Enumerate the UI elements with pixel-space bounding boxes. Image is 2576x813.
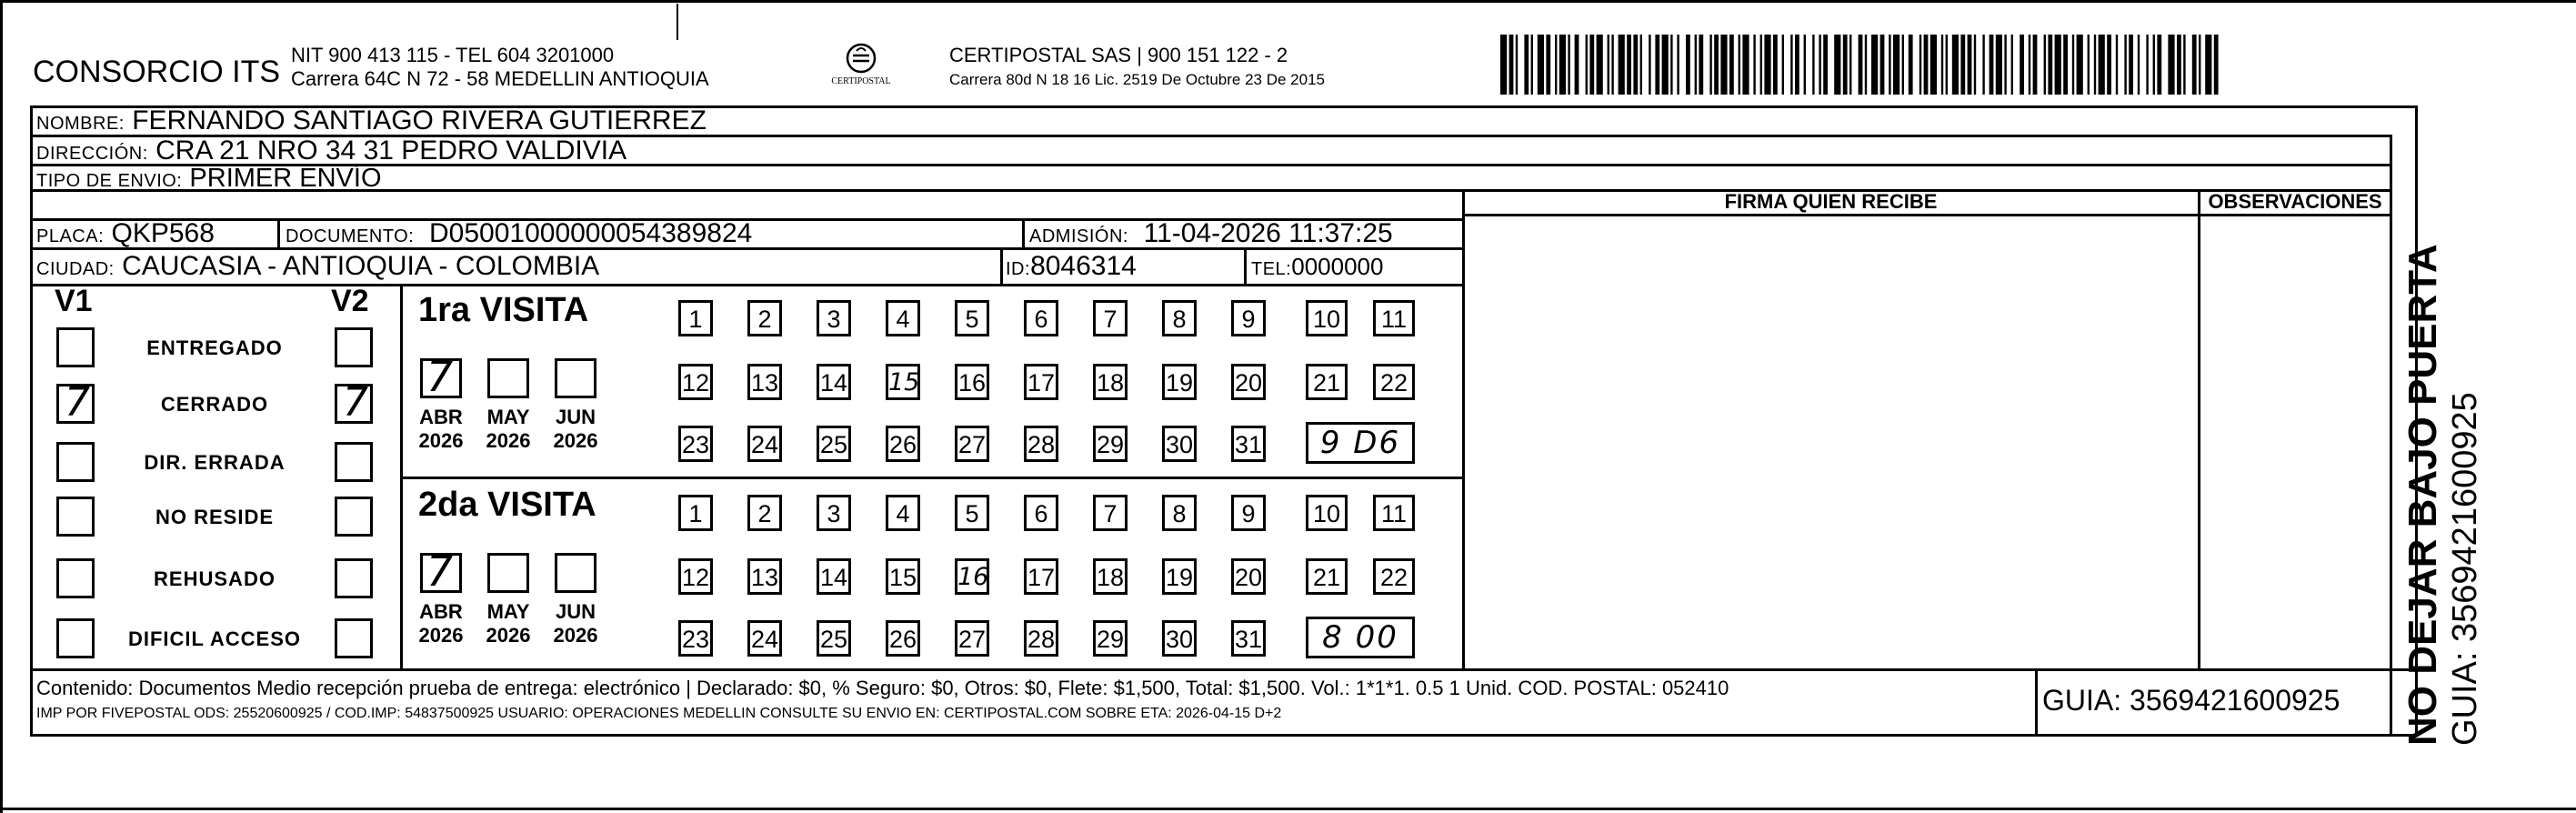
certipostal-logo	[829, 40, 893, 95]
v1-checkbox[interactable]	[56, 327, 95, 367]
barcode-bar	[2192, 35, 2197, 95]
handwritten-time: 8 00	[1306, 617, 1415, 658]
month-label: ABR	[419, 406, 463, 428]
status-label: CERRADO	[160, 393, 269, 416]
day-box[interactable]: 6	[1024, 495, 1058, 531]
status-label: ENTREGADO	[146, 336, 283, 359]
v2-checkbox[interactable]	[335, 618, 373, 658]
day-box[interactable]: 27	[955, 426, 989, 462]
barcode-bar	[1909, 35, 1913, 95]
day-box[interactable]: 20	[1231, 364, 1266, 400]
right-column-border	[2390, 135, 2392, 737]
day-box[interactable]: 4	[886, 495, 920, 531]
barcode-bar	[2199, 35, 2200, 95]
day-box[interactable]: 19	[1162, 364, 1197, 400]
placa-value: QKP568	[111, 218, 215, 248]
admision-value: 11-04-2026 11:37:25	[1143, 218, 1393, 248]
status-label: DIFICIL ACCESO	[127, 627, 301, 650]
year-label: 2026	[553, 429, 598, 452]
barcode-bar	[1804, 35, 1806, 95]
barcode-bar	[1919, 35, 1921, 95]
day-box[interactable]: 17	[1024, 558, 1058, 595]
day-box[interactable]: 20	[1231, 558, 1266, 595]
visit-title: 2da VISITA	[418, 486, 596, 524]
barcode-bar	[1677, 35, 1679, 95]
month-checkbox[interactable]	[555, 358, 596, 398]
day-box[interactable]: 27	[955, 620, 989, 657]
v1-checkbox[interactable]	[56, 442, 95, 482]
barcode-bar	[1865, 35, 1867, 95]
barcode-bar	[2088, 35, 2090, 95]
status-label: REHUSADO	[154, 567, 276, 590]
row-divider	[30, 284, 1462, 286]
id-value: 8046314	[1030, 251, 1137, 281]
day-box[interactable]: 26	[886, 620, 920, 657]
barcode-bar	[1843, 35, 1848, 95]
barcode-bar	[1764, 35, 1770, 95]
day-box[interactable]: 3	[817, 300, 851, 336]
footer-print-line: IMP POR FIVEPOSTAL ODS: 25520600925 / COD.IMP: 54837500925 USUARIO: OPERACIONES MEDELLIN CONSULTE SU ENVIO EN: CERTIPOSTAL.COM SOBRE ETA: 2026-04-15 D+2	[36, 706, 1282, 721]
month-label: JUN	[555, 406, 596, 428]
day-box[interactable]: 8	[1162, 495, 1197, 531]
placa-label: PLACA:	[36, 226, 105, 246]
month-label: MAY	[486, 600, 530, 623]
month-checkbox[interactable]	[420, 352, 462, 401]
day-box[interactable]: 22	[1373, 364, 1415, 400]
day-box[interactable]: 28	[1024, 620, 1058, 657]
day-box[interactable]: 21	[1306, 558, 1348, 595]
day-box[interactable]: 24	[747, 426, 782, 462]
day-box[interactable]: 14	[817, 558, 851, 595]
placa-cell	[36, 218, 215, 249]
day-box[interactable]: 19	[1162, 558, 1197, 595]
ciudad-cell	[36, 251, 599, 282]
visit-divider	[400, 477, 1462, 479]
page-left-border	[0, 0, 3, 813]
status-label: DIR. ERRADA	[144, 451, 286, 474]
day-box[interactable]: 11	[1373, 495, 1415, 531]
barcode-bar	[1611, 35, 1613, 95]
barcode-bar	[2020, 35, 2024, 95]
day-box[interactable]: 3	[817, 495, 851, 531]
day-box[interactable]: 2	[747, 300, 782, 336]
barcode-bar	[1924, 35, 1929, 95]
barcode-bar	[1812, 35, 1814, 95]
barcode	[1500, 35, 2219, 95]
direccion-value: CRA 21 NRO 34 31 PEDRO VALDIVIA	[155, 136, 627, 166]
barcode-bar	[1946, 35, 1948, 95]
day-box[interactable]: 15	[886, 364, 920, 400]
barcode-bar	[1670, 35, 1672, 95]
year-label: 2026	[418, 429, 464, 452]
nombre-label: NOMBRE:	[36, 114, 125, 134]
barcode-bar	[2004, 35, 2006, 95]
day-box[interactable]: 31	[1231, 426, 1266, 462]
barcode-bar	[1714, 35, 1719, 95]
nit-line: NIT 900 413 115 - TEL 604 3201000	[291, 44, 615, 66]
barcode-bar	[1619, 35, 1625, 95]
placa-divider	[277, 218, 280, 247]
year-label: 2026	[486, 429, 531, 452]
footer-content-line: Contenido: Documentos Medio recepción prueba de entrega: electrónico | Declarado: $0, % Seguro: $0, Otros: $0, Flete: $1,500, Total: $1,500. Vol.: 1*1*1. 0.5 1 Unid. COD. POSTAL: 052410	[36, 677, 1729, 699]
barcode-bar	[2205, 35, 2211, 95]
day-box[interactable]: 4	[886, 300, 920, 336]
month-checkbox[interactable]	[487, 553, 529, 593]
handwritten-check: 7	[65, 379, 90, 426]
month-year	[409, 600, 473, 647]
documento-cell	[286, 218, 752, 249]
barcode-bar	[2099, 35, 2105, 95]
id-cell	[1006, 251, 1137, 282]
day-box[interactable]: 28	[1024, 426, 1058, 462]
barcode-bar	[2157, 35, 2161, 95]
visit-title: 1ra VISITA	[418, 291, 589, 329]
month-year	[544, 600, 607, 647]
admision-divider	[1022, 218, 1025, 247]
day-box[interactable]: 23	[678, 426, 713, 462]
day-box[interactable]: 2	[747, 495, 782, 531]
day-box[interactable]: 14	[817, 364, 851, 400]
barcode-bar	[2168, 35, 2174, 95]
admision-label: ADMISIÓN:	[1029, 226, 1128, 246]
barcode-bar	[1546, 35, 1550, 95]
barcode-bar	[2153, 35, 2155, 95]
side-warning: NO DEJAR BAJO PUERTA	[2401, 244, 2445, 746]
documento-label: DOCUMENTO:	[286, 226, 415, 246]
barcode-bar	[1655, 35, 1659, 95]
crop-mark	[677, 4, 678, 40]
firma-header: FIRMA QUIEN RECIBE	[1724, 190, 1938, 213]
day-box[interactable]: 9	[1231, 495, 1266, 531]
day-box[interactable]: 21	[1306, 364, 1348, 400]
v1-checkbox[interactable]	[56, 558, 95, 598]
tipo-label: TIPO DE ENVIO:	[36, 171, 183, 191]
barcode-bar	[1589, 35, 1594, 95]
barcode-bar	[1699, 35, 1703, 95]
tel-cell	[1251, 253, 1383, 281]
day-box[interactable]: 7	[1093, 300, 1128, 336]
barcode-bar	[2011, 35, 2013, 95]
barcode-bar	[1516, 35, 1518, 95]
day-box[interactable]: 15	[886, 558, 920, 595]
v2-checkbox[interactable]	[335, 442, 373, 482]
barcode-bar	[1889, 35, 1890, 95]
barcode-bar	[1686, 35, 1690, 95]
barcode-bar	[1819, 35, 1820, 95]
day-box[interactable]: 24	[747, 620, 782, 657]
day-box[interactable]: 29	[1093, 620, 1128, 657]
barcode-bar	[1720, 35, 1727, 95]
day-box[interactable]: 30	[1162, 620, 1197, 657]
month-label: JUN	[555, 600, 596, 623]
day-box[interactable]: 12	[678, 558, 713, 595]
barcode-bar	[1633, 35, 1638, 95]
barcode-bar	[1575, 35, 1579, 95]
ciudad-value: CAUCASIA - ANTIOQUIA - COLOMBIA	[122, 251, 600, 281]
day-box[interactable]: 18	[1093, 558, 1128, 595]
day-box[interactable]: 13	[747, 364, 782, 400]
barcode-bar	[1996, 35, 2002, 95]
barcode-bar	[1902, 35, 1904, 95]
barcode-bar	[1974, 35, 1976, 95]
barcode-bar	[1742, 35, 1749, 95]
barcode-bar	[1559, 35, 1566, 95]
day-box[interactable]: 18	[1093, 364, 1128, 400]
barcode-bar	[2124, 35, 2126, 95]
observaciones-header: OBSERVACIONES	[2208, 190, 2382, 213]
barcode-bar	[2129, 35, 2133, 95]
barcode-bar	[1782, 35, 1784, 95]
day-box[interactable]: 11	[1373, 300, 1415, 336]
footer-guia: GUIA: 3569421600925	[2042, 684, 2340, 717]
barcode-bar	[1709, 35, 1711, 95]
page-top-border	[0, 0, 2576, 3]
barcode-bar	[1509, 35, 1514, 95]
documento-value: D05001000000054389824	[428, 218, 753, 248]
handwritten-time: 9 D6	[1306, 422, 1415, 464]
barcode-bar	[1795, 35, 1799, 95]
day-box[interactable]: 16	[955, 364, 989, 400]
year-label: 2026	[553, 624, 598, 647]
barcode-bar	[2048, 35, 2052, 95]
barcode-bar	[1640, 35, 1642, 95]
nombre-row	[36, 105, 707, 136]
month-checkbox[interactable]	[555, 553, 596, 593]
handwritten-check: 7	[343, 379, 368, 426]
barcode-bar	[1893, 35, 1899, 95]
barcode-bar	[1968, 35, 1972, 95]
barcode-bar	[1941, 35, 1943, 95]
status-label: NO RESIDE	[155, 506, 275, 528]
barcode-bar	[1500, 35, 1507, 95]
barcode-bar	[2116, 35, 2118, 95]
tel-divider	[1244, 247, 1247, 284]
v1-checkbox[interactable]	[56, 379, 95, 426]
day-box[interactable]: 1	[678, 495, 713, 531]
day-box[interactable]: 1	[678, 300, 713, 336]
tipo-row	[36, 164, 382, 194]
barcode-bar	[1608, 35, 1609, 95]
barcode-bar	[1729, 35, 1734, 95]
day-box[interactable]: 16	[955, 558, 989, 595]
v1-checkbox[interactable]	[56, 497, 95, 537]
barcode-bar	[2094, 35, 2096, 95]
v2-header: V2	[331, 284, 369, 318]
month-year	[544, 406, 607, 453]
barcode-bar	[1760, 35, 1762, 95]
barcode-bar	[2044, 35, 2046, 95]
barcode-bar	[1790, 35, 1792, 95]
barcode-bar	[2107, 35, 2111, 95]
month-label: MAY	[486, 406, 530, 428]
footer-divider	[30, 668, 2418, 671]
logo-caption: CERTIPOSTAL	[831, 76, 891, 86]
day-box[interactable]: 10	[1306, 300, 1348, 336]
barcode-bar	[1568, 35, 1569, 95]
day-box[interactable]: 31	[1231, 620, 1266, 657]
direccion-label: DIRECCIÓN:	[36, 144, 148, 164]
barcode-bar	[1823, 35, 1828, 95]
day-box[interactable]: 6	[1024, 300, 1058, 336]
certipostal-line: CERTIPOSTAL SAS | 900 151 122 - 2	[949, 44, 1288, 66]
v1-checkbox[interactable]	[56, 618, 95, 658]
barcode-bar	[2138, 35, 2140, 95]
barcode-bar	[1990, 35, 1994, 95]
day-box[interactable]: 10	[1306, 495, 1348, 531]
page-bottom-border	[0, 808, 2576, 810]
barcode-bar	[1739, 35, 1740, 95]
day-box[interactable]: 7	[1093, 495, 1128, 531]
month-year	[476, 600, 540, 647]
v2-checkbox[interactable]	[335, 327, 373, 367]
day-box[interactable]: 26	[886, 426, 920, 462]
barcode-bar	[1952, 35, 1959, 95]
barcode-bar	[1871, 35, 1878, 95]
day-box[interactable]: 9	[1231, 300, 1266, 336]
year-label: 2026	[418, 624, 464, 647]
tel-value: 0000000	[1291, 253, 1384, 280]
barcode-bar	[2029, 35, 2030, 95]
firma-column-border	[1462, 189, 1465, 668]
nombre-value: FERNANDO SANTIAGO RIVERA GUTIERREZ	[132, 105, 707, 136]
ciudad-label: CIUDAD:	[36, 259, 115, 279]
day-box[interactable]: 23	[678, 620, 713, 657]
id-divider	[1000, 247, 1003, 284]
barcode-bar	[1849, 35, 1851, 95]
barcode-bar	[1880, 35, 1885, 95]
certipostal-address: Carrera 80d N 18 16 Lic. 2519 De Octubre 23 De 2015	[949, 71, 1325, 88]
barcode-bar	[1586, 35, 1588, 95]
barcode-bar	[2077, 35, 2083, 95]
v2-checkbox[interactable]	[335, 497, 373, 537]
day-box[interactable]: 29	[1093, 426, 1128, 462]
v2-checkbox[interactable]	[335, 379, 373, 426]
day-box[interactable]: 5	[955, 495, 989, 531]
tel-label: TEL:	[1251, 259, 1292, 279]
barcode-bar	[1695, 35, 1697, 95]
day-box[interactable]: 13	[747, 558, 782, 595]
day-box[interactable]: 25	[817, 426, 851, 462]
brand-name: CONSORCIO ITS	[33, 55, 281, 89]
day-box[interactable]: 25	[817, 620, 851, 657]
barcode-bar	[1597, 35, 1603, 95]
side-guia: GUIA: 3569421600925	[2446, 392, 2484, 746]
day-box[interactable]: 17	[1024, 364, 1058, 400]
day-box[interactable]: 5	[955, 300, 989, 336]
barcode-bar	[1531, 35, 1533, 95]
barcode-bar	[2183, 35, 2185, 95]
barcode-bar	[1960, 35, 1965, 95]
barcode-bar	[2146, 35, 2148, 95]
barcode-bar	[1524, 35, 1529, 95]
barcode-bar	[2177, 35, 2181, 95]
barcode-bar	[1982, 35, 1984, 95]
month-checkbox[interactable]	[420, 547, 462, 596]
day-box[interactable]: 8	[1162, 300, 1197, 336]
direccion-row	[36, 136, 626, 166]
barcode-bar	[1538, 35, 1544, 95]
barcode-bar	[2214, 35, 2219, 95]
barcode-bar	[2063, 35, 2068, 95]
barcode-bar	[1834, 35, 1840, 95]
footer-guia-divider	[2035, 668, 2038, 737]
month-checkbox[interactable]	[487, 358, 529, 398]
day-box[interactable]: 12	[678, 364, 713, 400]
admision-cell	[1029, 218, 1393, 249]
v2-checkbox[interactable]	[335, 558, 373, 598]
month-label: ABR	[419, 600, 463, 623]
day-box[interactable]: 22	[1373, 558, 1415, 595]
barcode-bar	[2033, 35, 2038, 95]
barcode-bar	[1930, 35, 1937, 95]
barcode-bar	[1662, 35, 1669, 95]
barcode-bar	[1649, 35, 1650, 95]
observaciones-column-border	[2198, 189, 2200, 668]
barcode-bar	[2072, 35, 2074, 95]
month-year	[476, 406, 540, 453]
id-label: ID:	[1006, 259, 1031, 279]
day-box[interactable]: 30	[1162, 426, 1197, 462]
barcode-bar	[1627, 35, 1631, 95]
barcode-bar	[1773, 35, 1778, 95]
handwritten-check: 7	[426, 352, 454, 401]
company-address: Carrera 64C N 72 - 58 MEDELLIN ANTIOQUIA	[291, 67, 709, 90]
year-label: 2026	[486, 624, 531, 647]
barcode-bar	[2055, 35, 2061, 95]
handwritten-check: 7	[426, 547, 454, 596]
v1-header: V1	[55, 284, 93, 318]
barcode-bar	[1859, 35, 1863, 95]
tipo-value: PRIMER ENVÍO	[189, 164, 382, 193]
barcode-bar	[1753, 35, 1755, 95]
barcode-bar	[1555, 35, 1557, 95]
month-year	[409, 406, 473, 453]
